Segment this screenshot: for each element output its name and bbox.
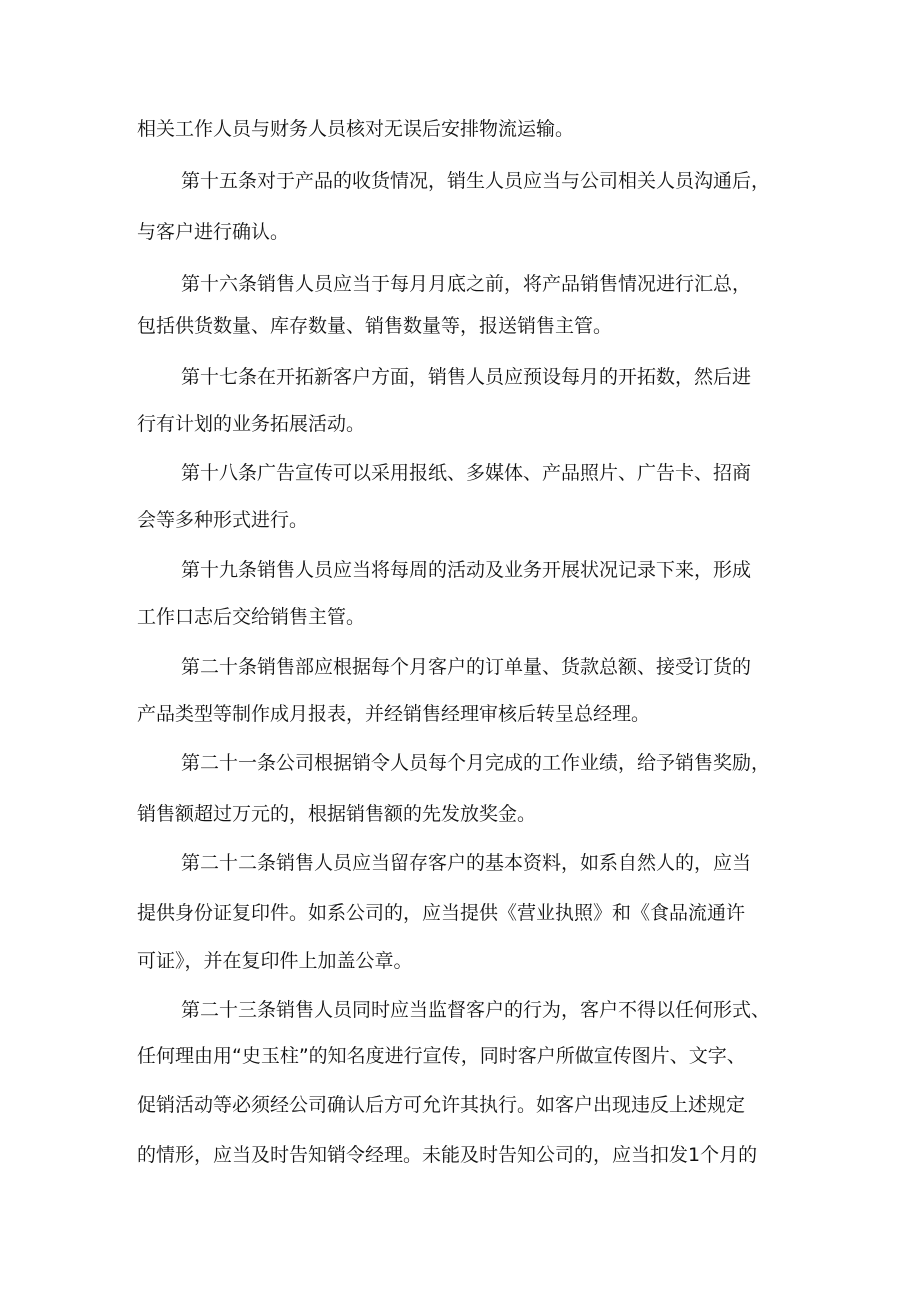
text-line-content: 第十六条销售人员应当于每月月底之前，将产品销售情况进行汇总， <box>181 273 752 295</box>
text-line-content: 第二十二条销售人员应当留存客户的基本资料，如系自然人的，应当 <box>181 852 752 874</box>
text-line-content: 第二十三条销售人员同时应当监督客户的行为，客户不得以任何形式、 <box>181 999 771 1021</box>
text-line-content: 促销活动等必须经公司确认后方可允许其执行。如客户出现违反上述规定 <box>137 1094 746 1116</box>
text-line <box>0 161 920 201</box>
text-line-content: 工作口志后交给销售主管。 <box>137 606 366 628</box>
text-line <box>0 357 920 397</box>
text-line-content: 第十五条对于产品的收货情况，销生人员应当与公司相关人员沟通后， <box>181 170 771 192</box>
text-line-content: 第二十一条公司根据销令人员每个月完成的工作业绩，给予销售奖励， <box>181 752 771 774</box>
text-line-content: 可证》，并在复印件上加盖公章。 <box>137 950 413 972</box>
text-line-content: 第二十条销售部应根据每个月客户的订单量、货款总额、接受订货的 <box>181 656 752 678</box>
text-line <box>0 990 920 1030</box>
text-line-content: 的情形，应当及时告知销令经理。未能及时告知公司的，应当扣发1个月的 <box>137 1144 758 1166</box>
text-line <box>0 941 920 981</box>
text-line-content: 第十九条销售人员应当将每周的活动及业务开展状况记录下来，形成 <box>181 559 752 581</box>
text-line <box>0 597 920 637</box>
text-line-content: 行有计划的业务拓展活动。 <box>137 413 366 435</box>
text-line <box>0 500 920 540</box>
text-line <box>0 743 920 783</box>
text-line <box>0 647 920 687</box>
text-line <box>0 694 920 734</box>
text-line-content: 提供身份证复印件。如系公司的，应当提供《营业执照》和《食品流通许 <box>137 902 746 924</box>
text-line <box>0 843 920 883</box>
text-line <box>0 109 920 149</box>
text-line <box>0 306 920 346</box>
text-line <box>0 1135 920 1175</box>
text-line <box>0 794 920 834</box>
text-line-content: 第十八条广告宣传可以采用报纸、多媒体、产品照片、广告卡、招商 <box>181 462 752 484</box>
text-line-content: 第十七条在开拓新客户方面，销售人员应预设每月的开拓数，然后进 <box>181 366 752 388</box>
text-line <box>0 1085 920 1125</box>
text-line-content: 会等多种形式进行。 <box>137 509 309 531</box>
text-line <box>0 264 920 304</box>
text-line <box>0 1036 920 1076</box>
text-line-content: 产品类型等制作成月报表，并经销售经理审核后转呈总经理。 <box>137 703 651 725</box>
text-line <box>0 453 920 493</box>
text-line-content: 相关工作人员与财务人员核对无误后安排物流运输。 <box>137 118 575 140</box>
text-line-content: 销售额超过万元的，根据销售额的先发放奖金。 <box>137 803 537 825</box>
text-line <box>0 550 920 590</box>
text-line-content: 任何理由用“史玉柱”的知名度进行宣传，同时客户所做宣传图片、文字、 <box>137 1045 746 1067</box>
text-line <box>0 212 920 252</box>
text-line-content: 包括供货数量、库存数量、销售数量等，报送销售主管。 <box>137 315 613 337</box>
text-line <box>0 893 920 933</box>
text-line-content: 与客户进行确认。 <box>137 221 290 243</box>
text-line <box>0 404 920 444</box>
